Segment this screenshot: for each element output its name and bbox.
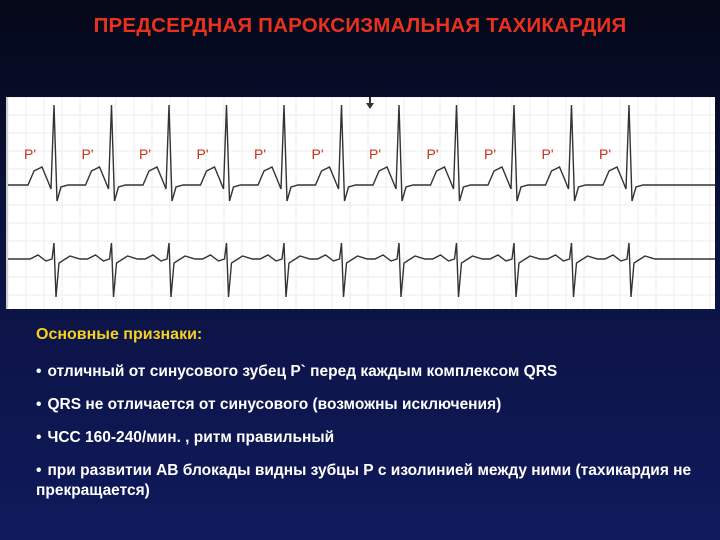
bullet-text: при развитии АВ блокады видны зубцы Р с изолинией между ними (тахикардия не прекращается) <box>36 462 692 499</box>
bullet-text: отличный от синусового зубец Р` перед каждым комплексом QRS <box>47 363 558 380</box>
ecg-chart <box>8 97 715 309</box>
ecg-lead-lower <box>8 243 715 297</box>
p-wave-label: P' <box>254 146 267 162</box>
section-subtitle: Основные признаки: <box>36 326 203 343</box>
top-marker-arrow <box>366 103 374 109</box>
bullet-3 <box>36 428 696 448</box>
p-wave-label: P' <box>139 146 152 162</box>
bullet-marker: • <box>36 396 42 413</box>
bullet-2 <box>36 395 696 415</box>
p-wave-label: P' <box>196 146 209 162</box>
content-block <box>36 318 696 514</box>
ecg-strip <box>6 97 715 309</box>
p-wave-label: P' <box>541 146 554 162</box>
p-wave-label: P' <box>311 146 324 162</box>
bullet-1 <box>36 362 696 382</box>
p-wave-label: P' <box>81 146 94 162</box>
p-wave-label: P' <box>599 146 612 162</box>
p-wave-label: P' <box>24 146 37 162</box>
p-wave-label: P' <box>484 146 497 162</box>
ecg-grid <box>8 97 715 309</box>
bullet-marker: • <box>36 462 42 479</box>
p-wave-label: P' <box>426 146 439 162</box>
bullet-text: QRS не отличается от синусового (возможны исключения) <box>47 396 502 413</box>
p-wave-label: P' <box>369 146 382 162</box>
bullet-4 <box>36 461 696 501</box>
bullet-marker: • <box>36 363 42 380</box>
bullet-text: ЧСС 160-240/мин. , ритм правильный <box>47 429 335 446</box>
slide-title: ПРЕДСЕРДНАЯ ПАРОКСИЗМАЛЬНАЯ ТАХИКАРДИЯ <box>93 14 627 37</box>
bullet-marker: • <box>36 429 42 446</box>
